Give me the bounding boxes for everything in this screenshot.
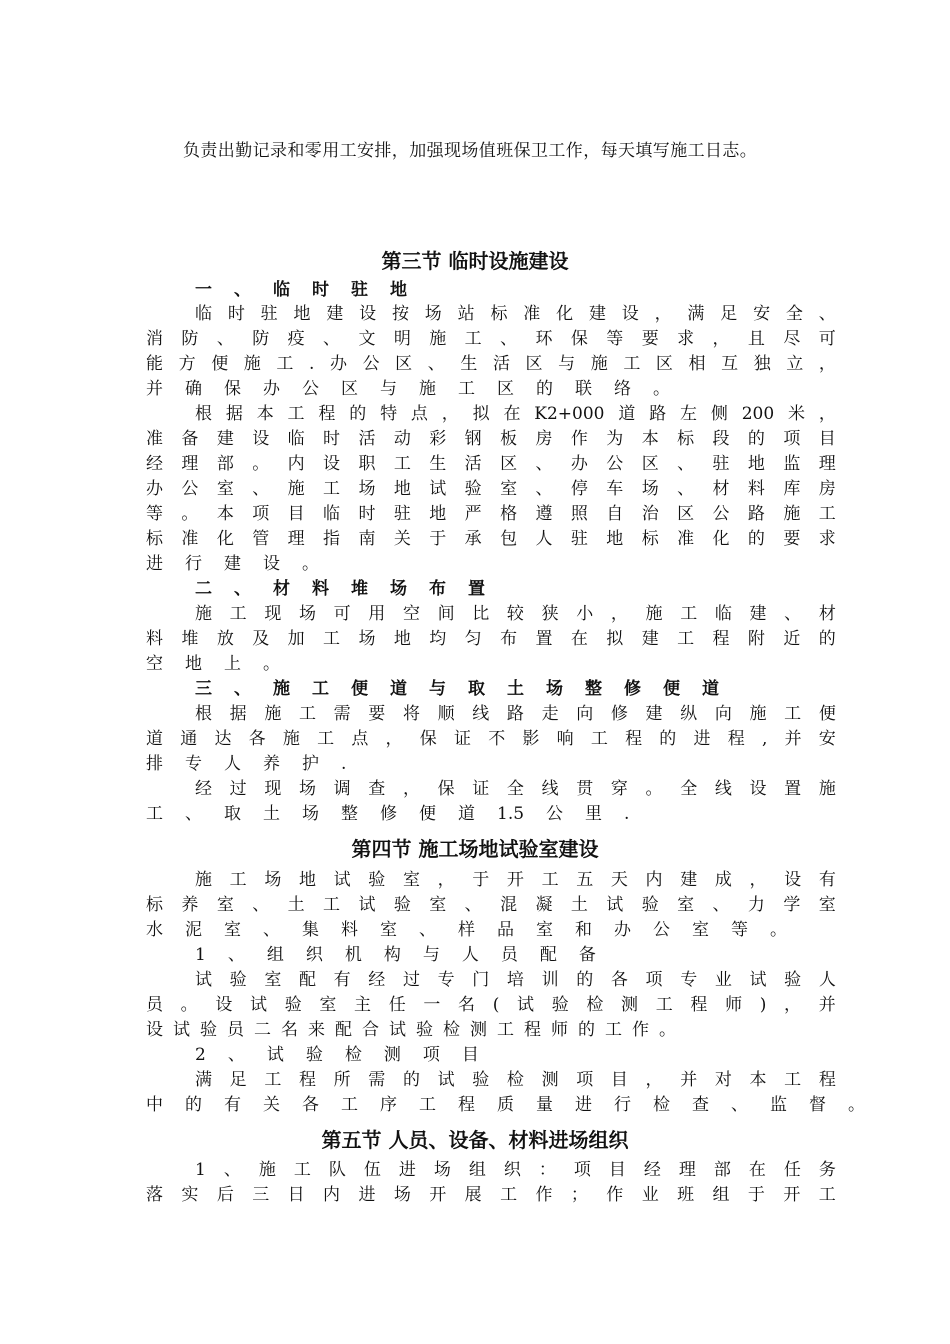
section3-p2-line: 根 据 本 工 程 的 特 点 ， 拟 在 K2+000 道 路 左 侧 200 米 ， [195,404,836,424]
section4-p1-line: 标 养 室 、 土 工 试 验 室 、 混 凝 土 试 验 室 、 力 学 室 [146,895,836,915]
section3-sub1: 一 、 临 时 驻 地 [195,280,407,300]
section3-p4-line: 排 专 人 养 护 . [146,754,347,774]
section3-p4-line: 根 据 施 工 需 要 将 顺 线 路 走 向 修 建 纵 向 施 工 便 [195,704,836,724]
section4-p3-line: 中 的 有 关 各 工 序 工 程 质 量 进 行 检 查 、 监 督 。 [146,1095,865,1115]
section5-title: 第五节 人员、设备、材料进场组织 [321,1128,629,1152]
section3-p5-line: 经 过 现 场 调 查 ， 保 证 全 线 贯 穿 。 全 线 设 置 施 [195,779,836,799]
section5-p1-line: 落 实 后 三 日 内 进 场 开 展 工 作 ； 作 业 班 组 于 开 工 [146,1185,836,1205]
section4-p2-line: 试 验 室 配 有 经 过 专 门 培 训 的 各 项 专 业 试 验 人 [195,970,836,990]
section3-p1-line: 消 防 、 防 疫 、 文 明 施 工 、 环 保 等 要 求 ， 且 尽 可 [146,329,836,349]
section4-p1-line: 施 工 场 地 试 验 室 ， 于 开 工 五 天 内 建 成 ， 设 有 [195,870,836,890]
section3-p2-line: 准 备 建 设 临 时 活 动 彩 钢 板 房 作 为 本 标 段 的 项 目 [146,429,836,449]
section4-item2: 2 、 试 验 检 测 项 目 [195,1045,479,1065]
section4-item1: 1 、 组 织 机 构 与 人 员 配 备 [195,945,596,965]
section3-p3-line: 施 工 现 场 可 用 空 间 比 较 狭 小 ， 施 工 临 建 、 材 [195,604,836,624]
section5-p1-line: 1 、 施 工 队 伍 进 场 组 织 ： 项 目 经 理 部 在 任 务 [195,1160,836,1180]
section3-p1-line: 并 确 保 办 公 区 与 施 工 区 的 联 络 。 [146,379,670,399]
section4-p1-line: 水 泥 室 、 集 料 室 、 样 品 室 和 办 公 室 等 。 [146,920,787,940]
section3-p2-line: 经 理 部 。 内 设 职 工 生 活 区 、 办 公 区 、 驻 地 监 理 [146,454,836,474]
section3-sub3: 三 、 施 工 便 道 与 取 土 场 整 修 便 道 [195,679,719,699]
section3-sub2: 二 、 材 料 堆 场 布 置 [195,579,485,599]
section3-p1-line: 临 时 驻 地 建 设 按 场 站 标 准 化 建 设 ， 满 足 安 全 、 [195,304,836,324]
section3-p1-line: 能 方 便 施 工 . 办 公 区 、 生 活 区 与 施 工 区 相 互 独 立 ， [146,354,836,374]
section4-title: 第四节 施工场地试验室建设 [351,837,599,861]
section3-p2-line: 标 准 化 管 理 指 南 关 于 承 包 人 驻 地 标 准 化 的 要 求 [146,529,836,549]
section3-p3-line: 空 地 上 。 [146,654,280,674]
top-text-line: 负责出勤记录和零用工安排，加强现场值班保卫工作，每天填写施工日志。 [183,141,758,161]
section3-p5-line: 工 、 取 土 场 整 修 便 道 1.5 公 里 . [146,804,630,824]
section3-title: 第三节 临时设施建设 [381,249,569,273]
section4-p2-line: 员 。 设 试 验 室 主 任 一 名 ( 试 验 检 测 工 程 师 ) ， 并 [146,995,836,1015]
section3-p2-line: 等 。 本 项 目 临 时 驻 地 严 格 遵 照 自 治 区 公 路 施 工 [146,504,836,524]
section4-p2-line: 设 试 验 员 二 名 来 配 合 试 验 检 测 工 程 师 的 工 作 。 [146,1020,676,1040]
section3-p4-line: 道 通 达 各 施 工 点 ， 保 证 不 影 响 工 程 的 进 程 , 并 安 [146,729,836,749]
section3-p3-line: 料 堆 放 及 加 工 场 地 均 匀 布 置 在 拟 建 工 程 附 近 的 [146,629,836,649]
section3-p2-line: 进 行 建 设 。 [146,554,319,574]
section3-p2-line: 办 公 室 、 施 工 场 地 试 验 室 、 停 车 场 、 材 料 库 房 [146,479,836,499]
section4-p3-line: 满 足 工 程 所 需 的 试 验 检 测 项 目 ， 并 对 本 工 程 [195,1070,836,1090]
